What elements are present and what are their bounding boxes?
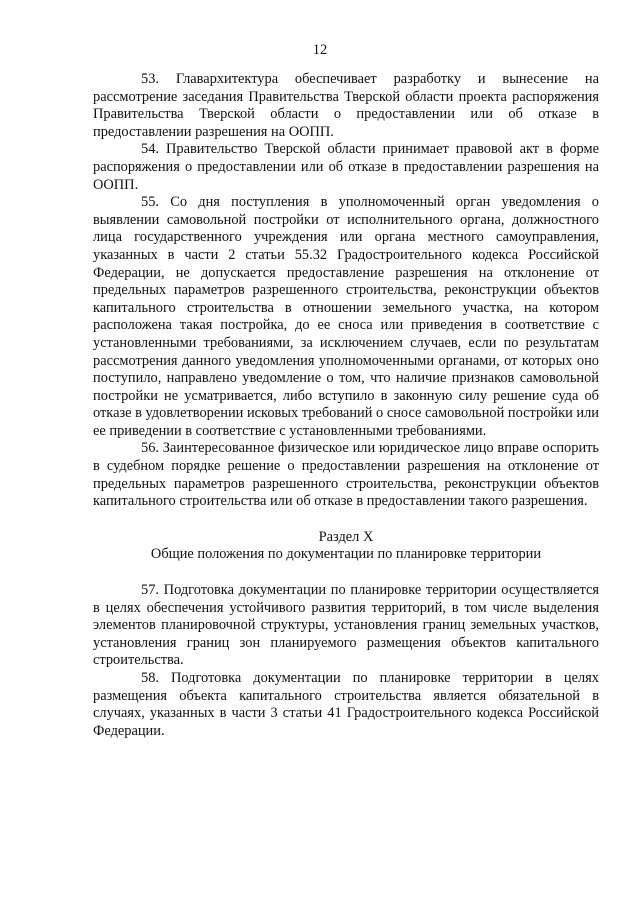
paragraph-56: 56. Заинтересованное физическое или юридическое лицо вправе оспорить в судебном порядке решение о предоставлении разрешения на отклонение от предельных параметров разрешенного строительства, реконструкции объектов капитального строительства или об отказе в предоставлении такого разрешения. (93, 440, 599, 510)
section-number: Раздел X (318, 528, 374, 545)
paragraph-53: 53. Главархитектура обеспечивает разработку и вынесение на рассмотрение заседания Правительства Тверской области проекта распоряжения Правительства Тверской области о предоставлении или об отказе в предоставлении разрешения на ООПП. (93, 71, 599, 140)
section-title: Общие положения по документации по планировке территории (150, 546, 542, 563)
paragraph-57: 57. Подготовка документации по планировке территории осуществляется в целях обеспечения устойчивого развития территорий, в том числе выделения элементов планировочной структуры, установления границ земельных участков, установления границ зон планируемого размещения объектов капитального строительства. (93, 582, 599, 669)
paragraph-54: 54. Правительство Тверской области принимает правовой акт в форме распоряжения о предоставлении или об отказе в предоставлении разрешения на ООПП. (93, 141, 599, 193)
paragraph-55: 55. Со дня поступления в уполномоченный орган уведомления о выявлении самовольной постройки от исполнительного органа, должностного лица государственного учреждения или органа местного самоуправления, указанных в части 2 статьи 55.32 Градостроительного кодекса Российской Федерации, не допускается предоставление разрешения на отклонение от предельных параметров разрешенного строительства, реконструкции объектов капитального строительства в отношении земельного участка, на котором расположена такая постройка, до ее сноса или приведения в соответствие с установленными требованиями, за исключением случаев, если по результатам рассмотрения данного уведомления уполномоченными органами, от которых оно поступило, направлено уведомление о том, что наличие признаков самовольной постройки не усматривается, либо вступило в законную силу решение суда об отказе в удовлетворении исковых требований о сносе самовольной постройки или ее приведении в соответствие с установленными требованиями. (93, 194, 599, 439)
page-number: 12 (312, 42, 328, 58)
document-body (93, 71, 599, 740)
paragraph-58: 58. Подготовка документации по планировке территории в целях размещения объекта капитального строительства является обязательной в случаях, указанных в части 3 статьи 41 Градостроительного кодекса Российской Федерации. (93, 670, 599, 739)
